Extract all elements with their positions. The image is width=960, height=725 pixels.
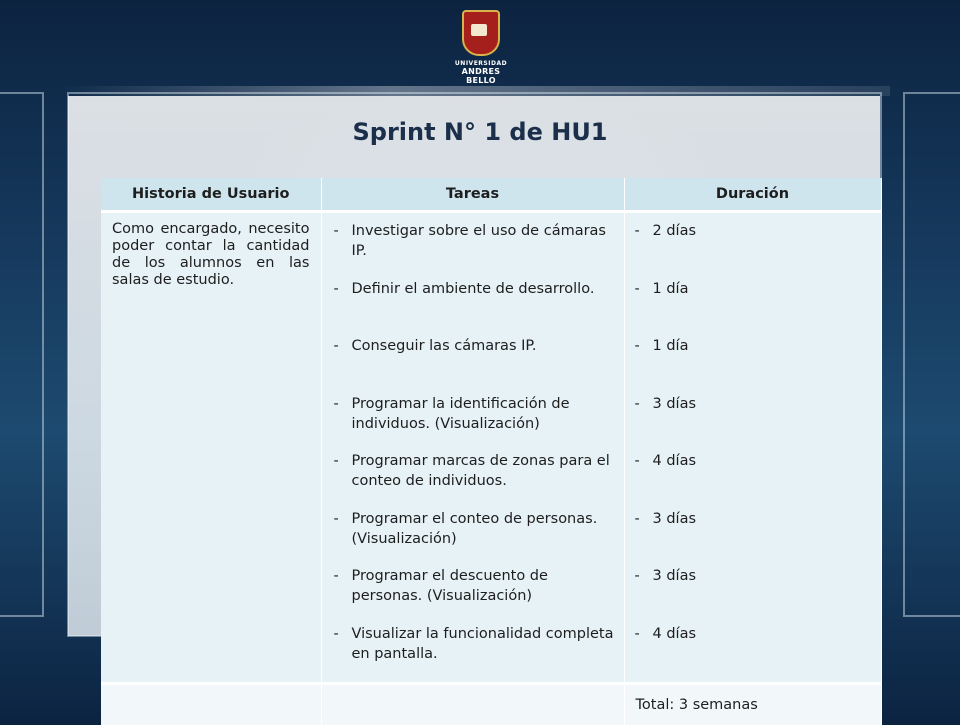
task-dash: - [334,394,352,452]
task-text: Conseguir las cámaras IP. [352,336,537,394]
task-item [334,221,616,279]
right-frame-outer [903,92,960,617]
crest-icon [462,10,500,56]
duration-text: 3 días [653,566,697,624]
story-cell [101,212,321,684]
task-dash: - [334,279,352,337]
duration-item [635,451,880,509]
duration-text: 3 días [653,509,697,567]
duration-item [635,279,880,337]
duration-text: 1 día [653,279,689,337]
task-dash: - [334,566,352,624]
duration-item [635,394,880,452]
header-tasks: Tareas [321,178,624,212]
duration-text: 1 día [653,336,689,394]
duration-dash: - [635,451,653,509]
logo-line2: ANDRES BELLO [446,67,516,85]
task-text: Investigar sobre el uso de cámaras IP. [352,221,616,279]
task-text: Programar marcas de zonas para el conteo de individuos. [352,451,616,509]
task-text: Programar el descuento de personas. (Visualización) [352,566,616,624]
task-item [334,336,616,394]
task-item [334,279,616,337]
duration-dash: - [635,624,653,682]
duration-item [635,624,880,682]
duration-text: 3 días [653,394,697,452]
task-dash: - [334,624,352,682]
duration-item [635,566,880,624]
duration-text: 2 días [653,221,697,279]
table-header-row [101,178,881,212]
slide-title: Sprint N° 1 de HU1 [0,118,960,146]
task-item [334,451,616,509]
task-item [334,394,616,452]
task-dash: - [334,509,352,567]
task-text: Programar la identificación de individuos. (Visualización) [352,394,616,452]
header-duration: Duración [624,178,881,212]
total-cell [624,684,881,725]
task-dash: - [334,221,352,279]
duration-dash: - [635,336,653,394]
task-item [334,566,616,624]
duration-item [635,509,880,567]
sprint-table [101,178,882,725]
duration-text: 4 días [653,624,697,682]
task-text: Programar el conteo de personas. (Visualización) [352,509,616,567]
duration-text: 4 días [653,451,697,509]
task-dash: - [334,336,352,394]
duration-dash: - [635,221,653,279]
table-row [101,212,881,684]
task-item [334,509,616,567]
duration-dash: - [635,566,653,624]
total-row [101,684,881,725]
header-user-story: Historia de Usuario [101,178,321,212]
task-item [334,624,616,682]
user-story-text: Como encargado, necesito poder contar la cantidad de los alumnos en las salas de estudio. [102,221,320,289]
task-text: Definir el ambiente de desarrollo. [352,279,595,337]
tasks-cell [321,212,624,684]
duration-dash: - [635,394,653,452]
task-text: Visualizar la funcionalidad completa en pantalla. [352,624,616,682]
university-logo [446,10,516,80]
duration-dash: - [635,509,653,567]
duration-cell [624,212,881,684]
total-empty-cell [321,684,624,725]
duration-item [635,221,880,279]
task-dash: - [334,451,352,509]
duration-dash: - [635,279,653,337]
left-frame-outer [0,92,44,617]
logo-line1: UNIVERSIDAD [446,60,516,67]
light-streak [60,86,890,96]
total-empty-cell [101,684,321,725]
duration-item [635,336,880,394]
total-text: Total: 3 semanas [626,697,880,713]
